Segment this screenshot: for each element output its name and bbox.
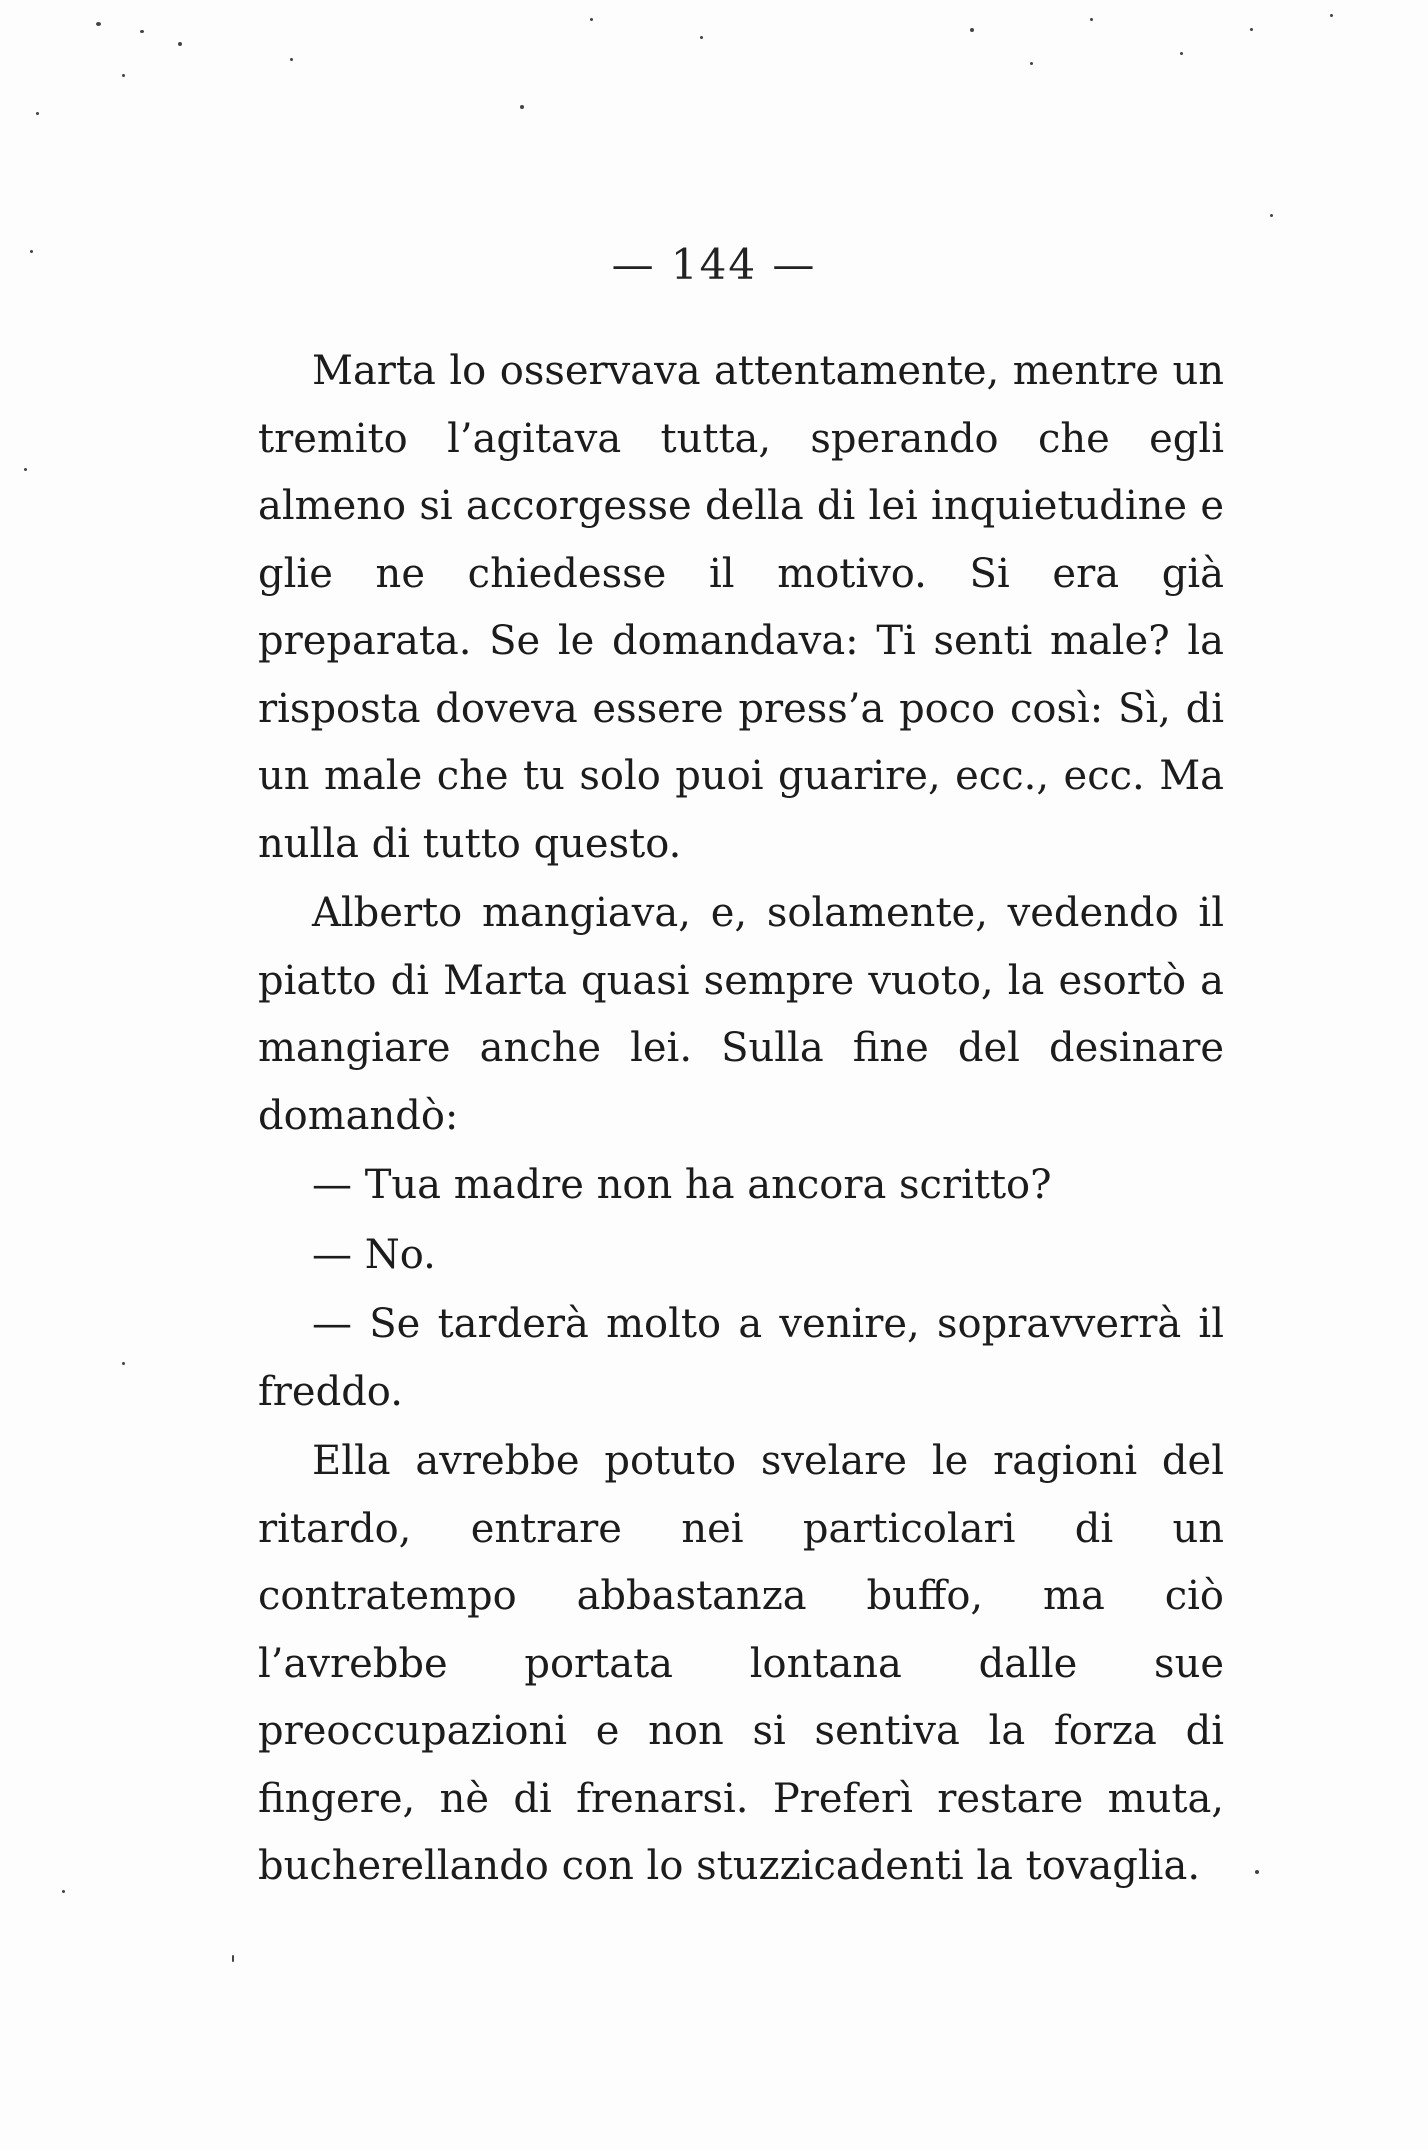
- body-text: [258, 338, 1224, 1903]
- paragraph: Marta lo osservava attentamente, mentre un tremito l’agitava tutta, sperando che egli almeno si accorgesse della di lei inquietudine e glie ne chiedesse il motivo. Si era già preparata. Se le domandava: Ti senti male? la risposta doveva essere press’a poco così: Sì, di un male che tu solo puoi guarire, ecc., ecc. Ma nulla di tutto questo.: [258, 348, 1224, 867]
- page-number: — 144 —: [611, 240, 817, 289]
- dialogue-line: — Se tarderà molto a venire, sopravverrà il freddo.: [258, 1301, 1224, 1415]
- dialogue-line: — No.: [312, 1231, 436, 1278]
- paragraph: Ella avrebbe potuto svelare le ragioni del ritardo, entrare nei particolari di un contratempo abbastanza buffo, ma ciò l’avrebbe portata lontana dalle sue preoccupazioni e non si sentiva la forza di fingere, nè di frenarsi. Preferì restare muta, bucherellando con lo stuzzicadenti la tovaglia.: [258, 1438, 1224, 1889]
- paragraph: Alberto mangiava, e, solamente, vedendo il piatto di Marta quasi sempre vuoto, la esortò a mangiare anche lei. Sulla fine del desinare domandò:: [258, 890, 1224, 1139]
- dialogue-line: — Tua madre non ha ancora scritto?: [312, 1162, 1052, 1208]
